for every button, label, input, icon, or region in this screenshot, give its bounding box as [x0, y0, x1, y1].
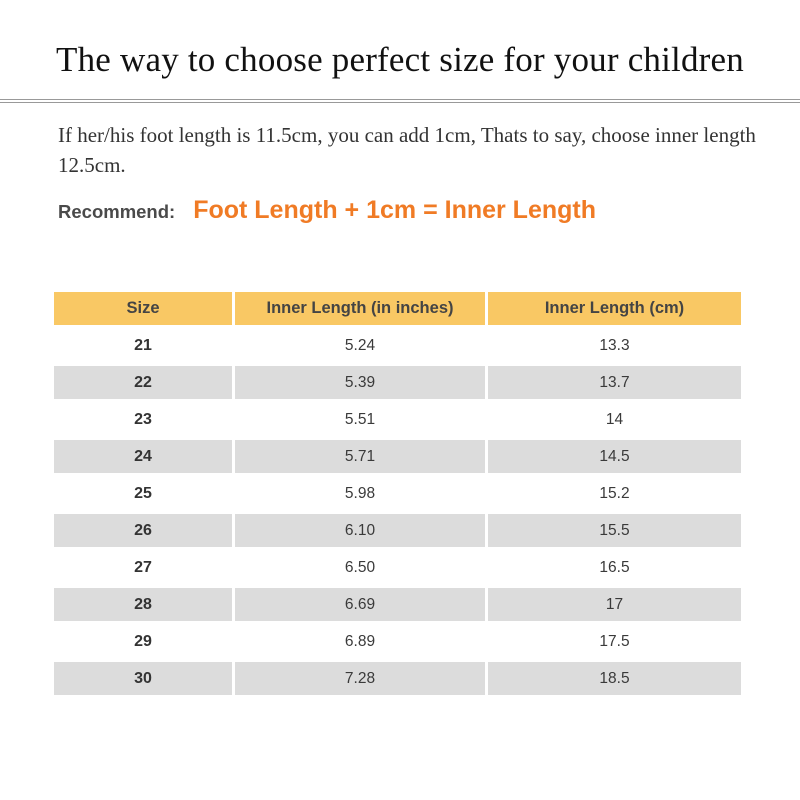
size-cell: 22 — [54, 366, 232, 399]
size-cell: 28 — [54, 588, 232, 621]
cm-cell: 18.5 — [488, 662, 741, 695]
header-inner-inches: Inner Length (in inches) — [235, 292, 485, 325]
table-row — [54, 625, 741, 658]
table-header-row — [54, 292, 741, 325]
cm-cell: 17 — [488, 588, 741, 621]
cm-cell: 14 — [488, 403, 741, 436]
table-row — [54, 440, 741, 473]
intro-text: If her/his foot length is 11.5cm, you can add 1cm, Thats to say, choose inner length 12.5cm. — [58, 123, 756, 177]
inches-cell: 5.51 — [235, 403, 485, 436]
size-cell: 24 — [54, 440, 232, 473]
size-cell: 29 — [54, 625, 232, 658]
table-row — [54, 514, 741, 547]
page-title: The way to choose perfect size for your children — [56, 40, 744, 79]
table-row — [54, 477, 741, 510]
table-row — [54, 403, 741, 436]
inches-cell: 6.50 — [235, 551, 485, 584]
cm-cell: 16.5 — [488, 551, 741, 584]
recommend-label: Recommend: — [58, 201, 176, 222]
cm-cell: 15.2 — [488, 477, 741, 510]
size-cell: 21 — [54, 329, 232, 362]
table-row — [54, 588, 741, 621]
inches-cell: 5.98 — [235, 477, 485, 510]
cm-cell: 13.7 — [488, 366, 741, 399]
recommend-formula: Foot Length + 1cm = Inner Length — [193, 196, 596, 224]
inches-cell: 5.71 — [235, 440, 485, 473]
cm-cell: 17.5 — [488, 625, 741, 658]
inches-cell: 6.89 — [235, 625, 485, 658]
size-cell: 23 — [54, 403, 232, 436]
table-row — [54, 329, 741, 362]
header-inner-cm: Inner Length (cm) — [488, 292, 741, 325]
size-cell: 25 — [54, 477, 232, 510]
header-size: Size — [54, 292, 232, 325]
cm-cell: 14.5 — [488, 440, 741, 473]
inches-cell: 5.39 — [235, 366, 485, 399]
table-row — [54, 366, 741, 399]
size-cell: 26 — [54, 514, 232, 547]
table-row — [54, 551, 741, 584]
inches-cell: 6.69 — [235, 588, 485, 621]
title-divider-top — [0, 99, 800, 100]
size-cell: 27 — [54, 551, 232, 584]
title-divider-bottom — [0, 102, 800, 103]
size-chart-table — [51, 288, 744, 699]
cm-cell: 15.5 — [488, 514, 741, 547]
inches-cell: 5.24 — [235, 329, 485, 362]
table-row — [54, 662, 741, 695]
cm-cell: 13.3 — [488, 329, 741, 362]
inches-cell: 7.28 — [235, 662, 485, 695]
recommend-line — [58, 196, 596, 232]
size-cell: 30 — [54, 662, 232, 695]
inches-cell: 6.10 — [235, 514, 485, 547]
